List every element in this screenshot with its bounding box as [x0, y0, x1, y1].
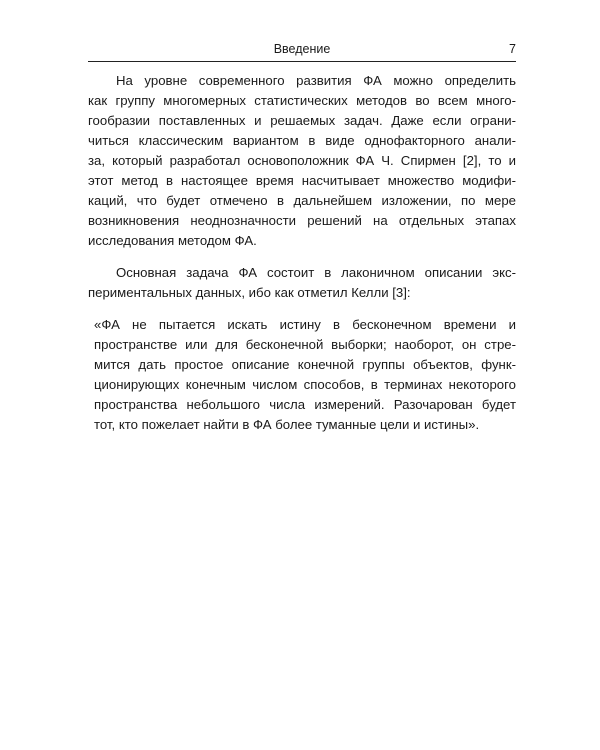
text-line: пространства небольшого числа измерений. Разочарован будет [94, 397, 516, 412]
text-line: На уровне современного развития ФА можно определить [116, 73, 516, 88]
text-line: Основная задача ФА состоит в лаконичном описании экс- [116, 265, 516, 280]
text-line: тот, кто пожелает найти в ФА более туманные цели и истины». [94, 417, 480, 432]
header-rule [88, 61, 516, 62]
text-line: гообразии поставленных и решаемых задач. Даже если ограни- [88, 113, 516, 128]
page-number: 7 [509, 42, 516, 56]
paragraph-1 [88, 71, 516, 251]
text-line: периментальных данных, ибо как отметил Келли [3]: [88, 285, 411, 300]
header-title: Введение [273, 42, 331, 56]
body-text [88, 71, 516, 435]
text-line: за, который разработал основоположник ФА Ч. Спирмен [2], то и [88, 153, 516, 168]
text-line: пространстве или для бесконечной выборки; наоборот, он стре- [94, 337, 516, 352]
text-line: ционирующих конечным числом способов, в терминах некоторого [94, 377, 516, 392]
text-line: как группу многомерных статистических методов во всем много- [88, 93, 516, 108]
text-line: мится дать простое описание конечной группы объектов, функ- [94, 357, 516, 372]
text-line: читься классическим вариантом в виде однофакторного анали- [88, 133, 516, 148]
running-header [88, 42, 516, 62]
text-line: «ФА не пытается искать истину в бесконечном времени и [94, 317, 516, 332]
text-line: возникновения неоднозначности решений на отдельных этапах [88, 213, 516, 228]
paragraph-2 [88, 263, 516, 303]
text-line: исследования методом ФА. [88, 233, 257, 248]
quote-paragraph [88, 315, 516, 435]
text-line: этот метод в настоящее время насчитывает множество модифи- [88, 173, 516, 188]
text-line: каций, что будет отмечено в дальнейшем изложении, по мере [88, 193, 516, 208]
